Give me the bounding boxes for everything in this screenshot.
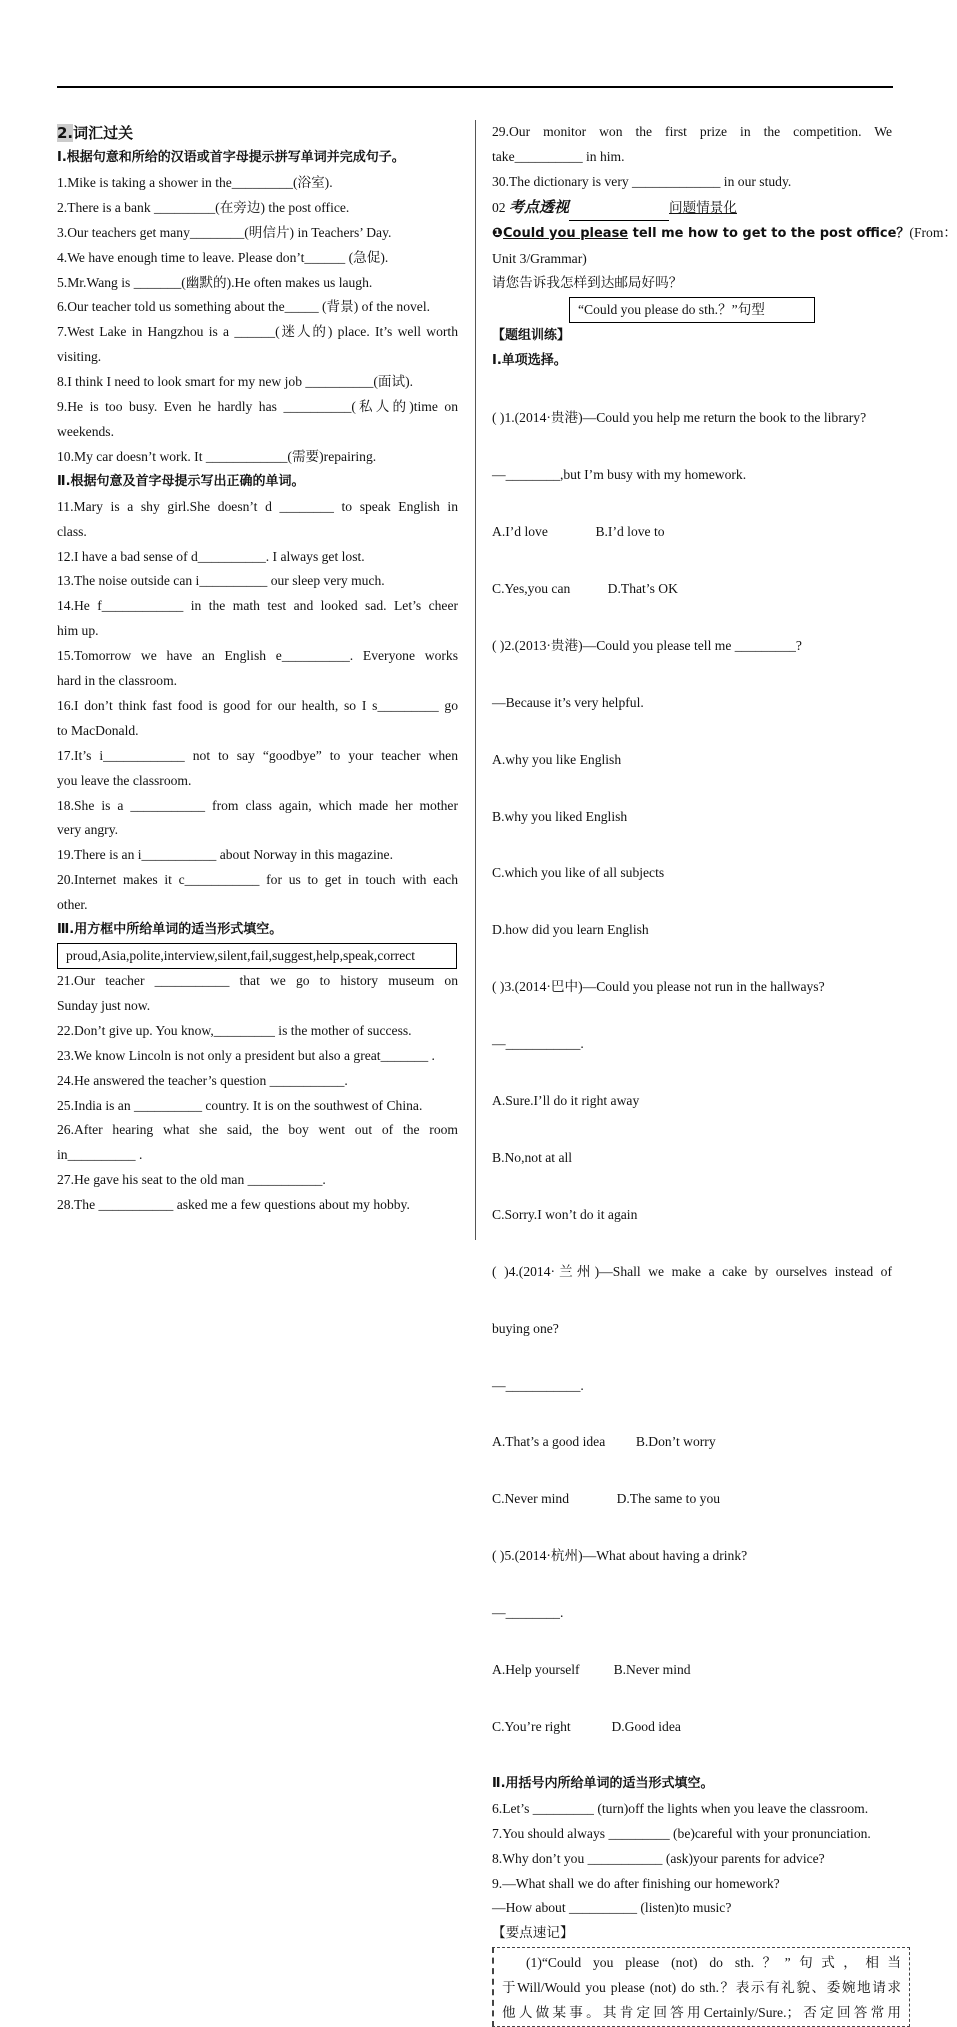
key-marker: ❶ <box>492 225 504 241</box>
question-line: 27.He gave his seat to the old man ___________. <box>57 1172 326 1188</box>
question-line: 2.There is a bank _________(在旁边) the post office. <box>57 199 350 215</box>
mc-line: ( )2.(2013·贵港)—Could you please tell me _________? <box>492 637 802 653</box>
mc-line: C.You’re right D.Good idea <box>492 1719 681 1734</box>
question-line: 12.I have a bad sense of d__________. I always get lost. <box>57 548 365 564</box>
mc-line: ( )3.(2014·巴中)—Could you please not run in the hallways? <box>492 979 825 995</box>
pattern-box: “Could you please do sth.？”句型 <box>569 297 815 323</box>
question-line: 10.My car doesn’t work. It ____________(需要)repairing. <box>57 448 377 464</box>
mc-line: —___________. <box>492 1036 584 1052</box>
mc-line: ( )1.(2014·贵港)—Could you help me return the book to the library? <box>492 410 867 426</box>
mc-line: C.Yes,you can D.That’s OK <box>492 580 678 596</box>
question-line: 28.The ___________ asked me a few questions about my hobby. <box>57 1197 410 1213</box>
key-sentence <box>492 221 957 247</box>
note-line: 于Will/Would you please (not) do sth.？表示有礼貌、委婉地请求 <box>502 1980 901 1996</box>
question-line: 1.Mike is taking a shower in the_________(浴室). <box>57 174 333 190</box>
mc-line: —___________. <box>492 1377 584 1393</box>
question-line: 26.After hearing what she said, the boy went out of the room <box>57 1122 458 1138</box>
mc-line: C.Never mind D.The same to you <box>492 1491 721 1507</box>
question-line: 11.Mary is a shy girl.She doesn’t d ________ to speak English in <box>57 498 458 514</box>
question-line: 22.Don’t give up. You know,_________ is the mother of success. <box>57 1022 412 1038</box>
part2-lines <box>57 495 458 918</box>
question-line: 5.Mr.Wang is _______(幽默的).He often makes us laugh. <box>57 274 373 290</box>
question-line: hard in the classroom. <box>57 673 178 689</box>
question-line: 19.There is an i___________ about Norway in this magazine. <box>57 847 393 863</box>
question-line: 18.She is a ___________ from class again, which made her mother <box>57 797 458 813</box>
mc-line: A.why you like English <box>492 751 622 767</box>
question-line: take__________ in him. <box>492 148 625 164</box>
question-line: 6.Our teacher told us something about the_____ (背景) of the novel. <box>57 299 430 315</box>
question-line: 15.Tomorrow we have an English e__________. Everyone works <box>57 648 458 664</box>
question-line: 14.He f____________ in the math test and looked sad. Let’s cheer <box>57 598 458 614</box>
drill-part2-title: Ⅱ.用括号内所给单词的适当形式填空。 <box>492 1775 714 1791</box>
mc-line: A.Help yourself B.Never mind <box>492 1662 691 1678</box>
question-line: 21.Our teacher ___________ that we go to history museum on <box>57 973 458 988</box>
mc-line: ( )4.(2014·兰州)—Shall we make a cake by ourselves instead of <box>492 1263 892 1279</box>
mc-line: —Because it’s very helpful. <box>492 694 644 710</box>
fill-line: 6.Let’s _________ (turn)off the lights when you leave the classroom. <box>492 1800 869 1816</box>
section-title: 2.词汇过关 <box>57 124 134 142</box>
note-line: 他人做某事。其肯定回答用Certainly/Sure.；否定回答常用 <box>502 2005 901 2021</box>
header-rule <box>57 86 893 88</box>
question-line: 23.We know Lincoln is not only a president but also a great_______ . <box>57 1047 435 1063</box>
question-line: you leave the classroom. <box>57 772 192 788</box>
column-divider <box>475 120 476 1240</box>
part1-lines <box>57 171 458 470</box>
fill-line: 8.Why don’t you ___________ (ask)your parents for advice? <box>492 1850 825 1866</box>
question-line: 13.The noise outside can i__________ our sleep very much. <box>57 573 385 589</box>
part1-title: Ⅰ.根据句意和所给的汉语或首字母提示拼写单词并完成句子。 <box>57 150 405 165</box>
note-box <box>492 1947 910 2027</box>
note-line: (1)“Could you please (not) do sth.？”句式，相当 <box>526 1955 901 1971</box>
question-line: 9.He is too busy. Even he hardly has __________(私人的)time on <box>57 399 458 415</box>
kaodian-number: 02 <box>492 199 506 215</box>
fill-line: 7.You should always _________ (be)careful with your pronunciation. <box>492 1825 871 1841</box>
question-line: very angry. <box>57 822 119 838</box>
fill-line: —How about __________ (listen)to music? <box>492 1900 732 1916</box>
kaodian-header <box>492 195 892 221</box>
left-column <box>57 120 458 1218</box>
question-line: weekends. <box>57 423 114 439</box>
mc-line: A.Sure.I’ll do it right away <box>492 1093 640 1109</box>
mc-line: C.Sorry.I won’t do it again <box>492 1206 638 1222</box>
question-line: 30.The dictionary is very _____________ in our study. <box>492 173 792 189</box>
key-rest: tell me how to get to the post office？ <box>628 225 910 241</box>
question-line: to MacDonald. <box>57 722 139 738</box>
kaodian-title: 考点透视 <box>509 197 570 216</box>
kaodian-underline <box>569 206 669 221</box>
question-line: 7.West Lake in Hangzhou is a ______(迷人的) place. It’s well worth <box>57 324 458 340</box>
fill-lines <box>492 1797 892 1922</box>
key-underlined: Could you please <box>503 225 629 241</box>
mc-line: A.That’s a good idea B.Don’t worry <box>492 1434 716 1450</box>
question-line: 17.It’s i____________ not to say “goodbye” to your teacher when <box>57 747 458 763</box>
mc-line: B.No,not at all <box>492 1149 573 1165</box>
mc-line: ( )5.(2014·杭州)—What about having a drink? <box>492 1548 748 1564</box>
part2-title: Ⅱ.根据句意及首字母提示写出正确的单词。 <box>57 473 305 489</box>
mc-line: A.I’d love B.I’d love to <box>492 523 665 539</box>
key-from: (From： <box>909 224 957 240</box>
note-title: 【要点速记】 <box>492 1925 574 1941</box>
question-line: other. <box>57 897 88 913</box>
key-from-line: Unit 3/Grammar) <box>492 250 587 266</box>
mc-line: —________,but I’m busy with my homework. <box>492 467 747 483</box>
right-column <box>492 120 957 2027</box>
question-line: visiting. <box>57 349 102 365</box>
mc-line: B.why you liked English <box>492 808 628 824</box>
mc-line: buying one? <box>492 1320 559 1336</box>
question-line: 24.He answered the teacher’s question ___________. <box>57 1072 348 1088</box>
question-line: 8.I think I need to look smart for my new job __________(面试). <box>57 374 414 390</box>
question-line: 25.India is an __________ country. It is on the southwest of China. <box>57 1097 423 1113</box>
mc-line: C.which you like of all subjects <box>492 865 665 881</box>
mc-lines <box>492 374 892 1772</box>
part3-lines <box>57 969 458 1218</box>
drill-part1-title: Ⅰ.单项选择。 <box>492 353 567 369</box>
question-line: him up. <box>57 623 99 639</box>
question-line: 16.I don’t think fast food is good for our health, so I s_________ go <box>57 697 458 713</box>
question-line: class. <box>57 523 87 539</box>
part3-title: Ⅲ.用方框中所给单词的适当形式填空。 <box>57 922 283 938</box>
word-box: proud,Asia,polite,interview,silent,fail,suggest,help,speak,correct <box>57 943 457 969</box>
mc-line: —________. <box>492 1605 564 1621</box>
question-line: 4.We have enough time to leave. Please don’t______ (急促). <box>57 249 389 265</box>
key-translation: 请您告诉我怎样到达邮局好吗？ <box>492 275 683 291</box>
fill-line: 9.—What shall we do after finishing our homework? <box>492 1875 780 1891</box>
question-line: in__________ . <box>57 1147 143 1163</box>
question-line: Sunday just now. <box>57 997 151 1013</box>
question-line: 3.Our teachers get many________(明信片) in Teachers’ Day. <box>57 224 392 240</box>
question-line: 20.Internet makes it c___________ for us to get in touch with each <box>57 872 458 888</box>
drill-title: 【题组训练】 <box>492 328 571 344</box>
kaodian-subtitle: 问题情景化 <box>669 199 737 215</box>
mc-line: D.how did you learn English <box>492 922 649 938</box>
question-line: 29.Our monitor won the first prize in the competition. We <box>492 124 892 139</box>
